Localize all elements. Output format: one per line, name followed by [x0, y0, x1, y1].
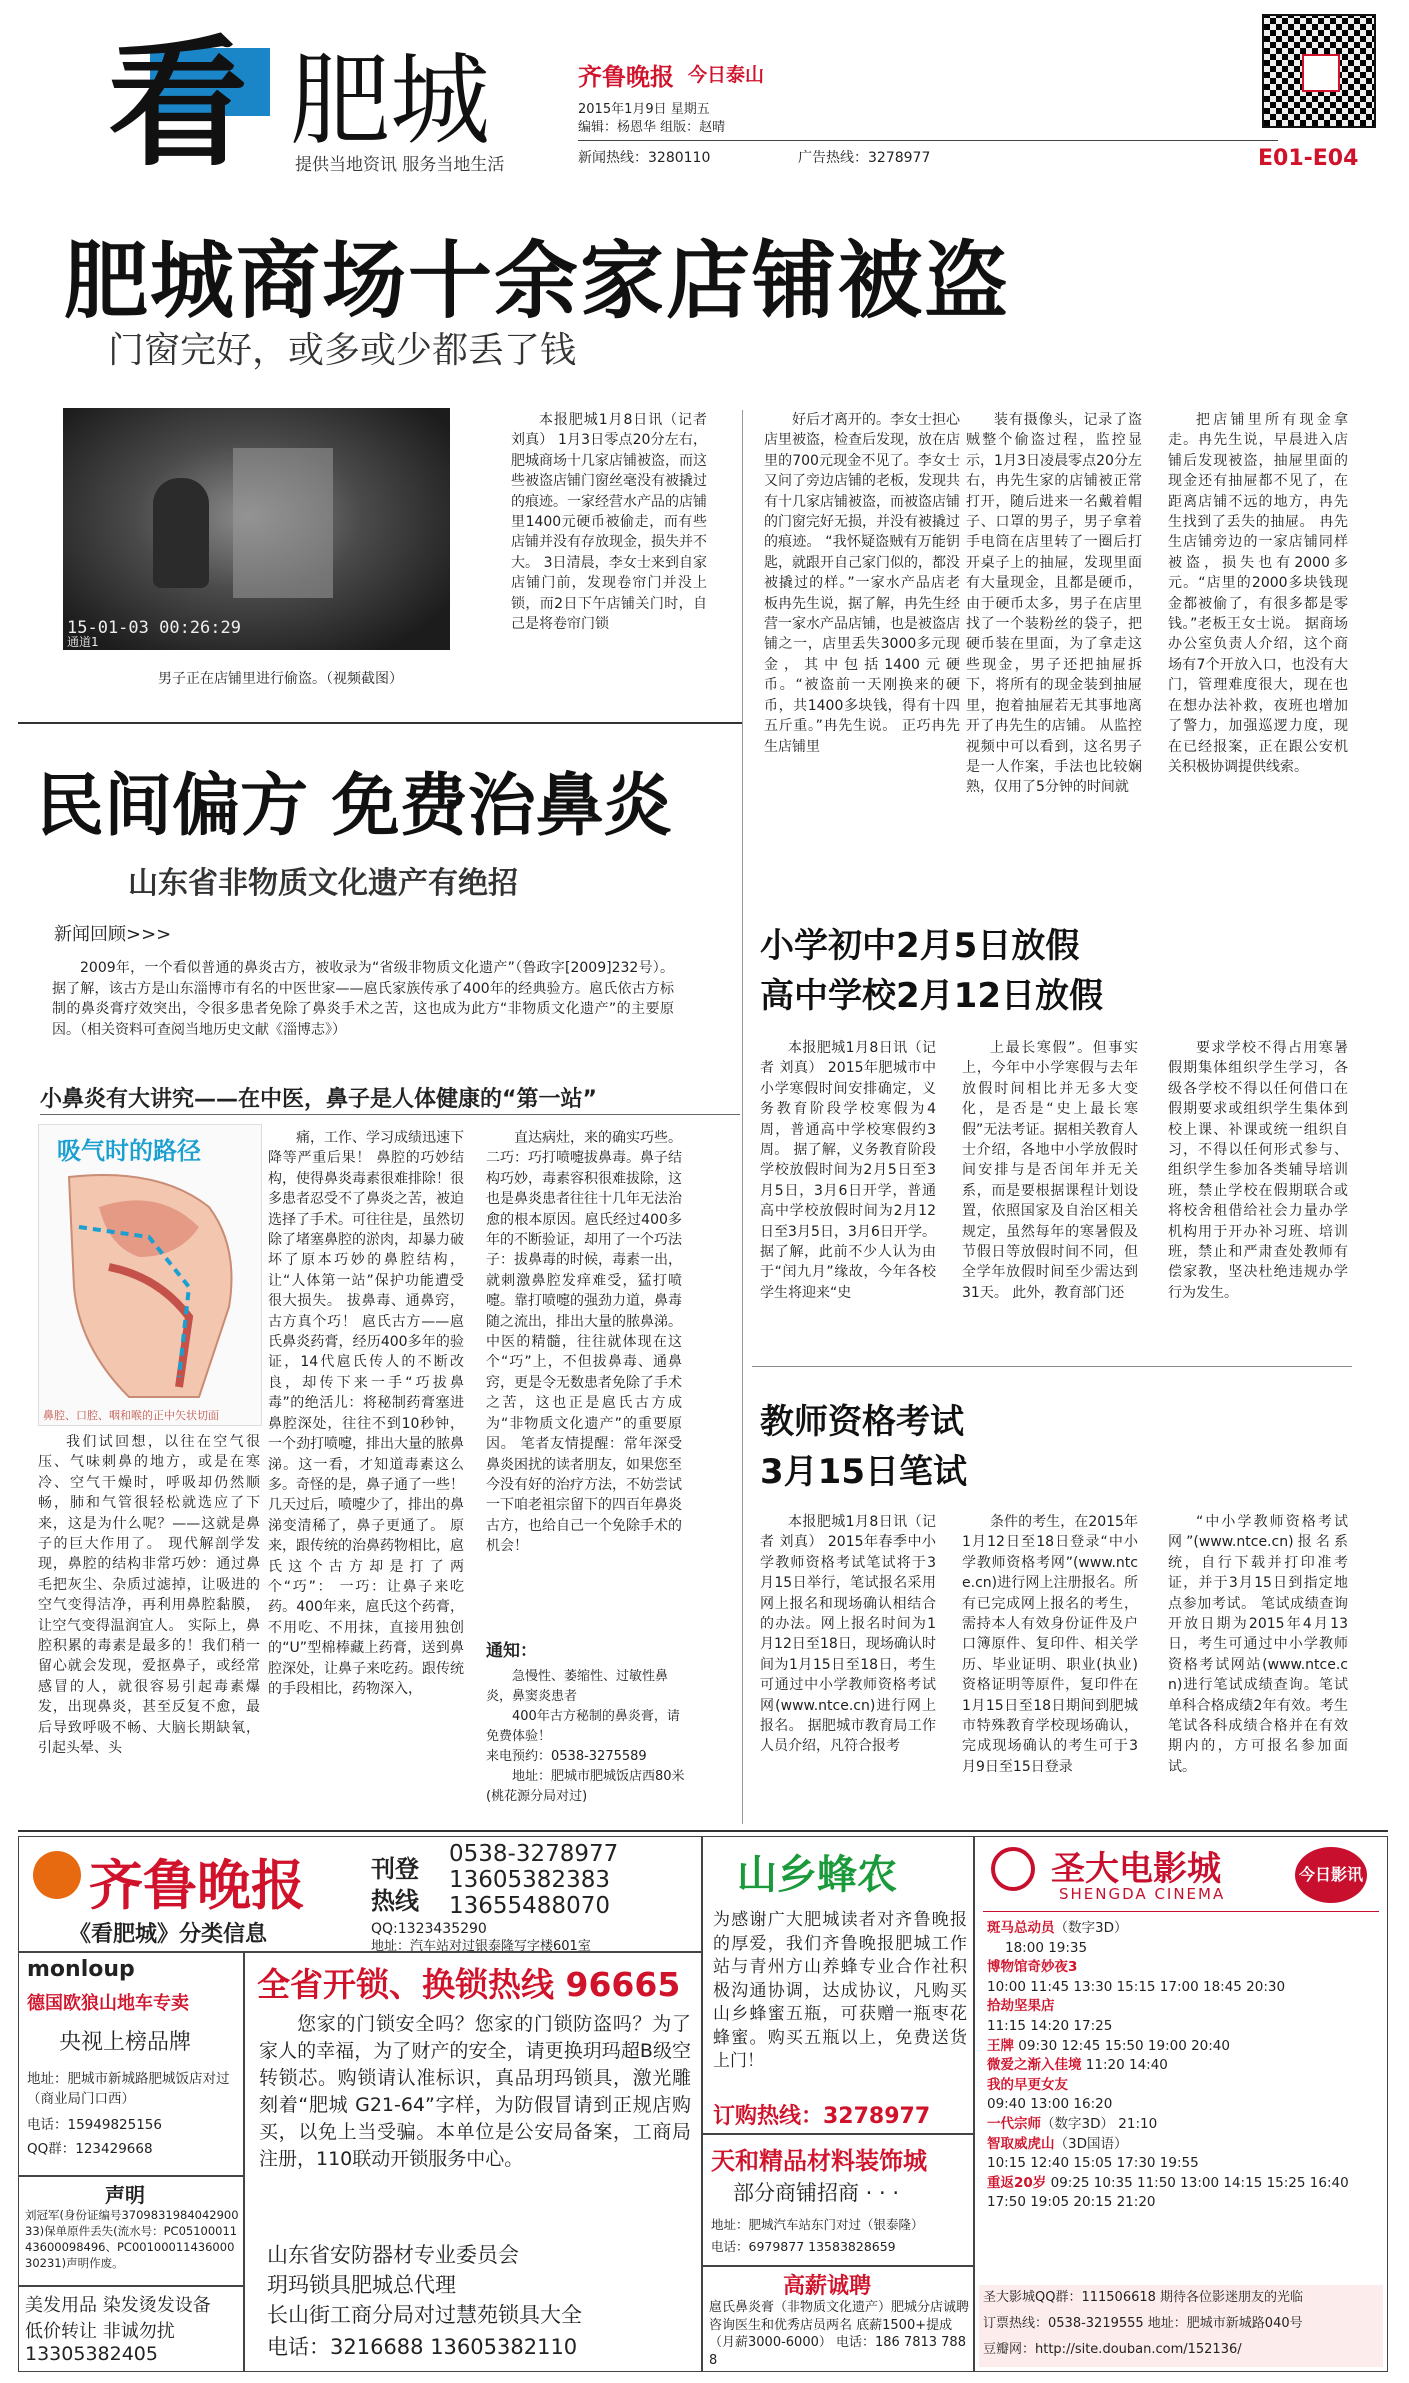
- section-head-rule: [40, 1114, 740, 1115]
- photo-figure: [153, 478, 209, 588]
- paper-brand: [578, 57, 674, 92]
- honey-body: 为感谢广大肥城读者对齐鲁晚报的厚爱，我们齐鲁晚报肥城工作站与青州方山养蜂专业合作社积极沟通协调，达成协议，凡购买山乡蜂蜜五瓶，可获赠一瓶枣花蜂蜜。购买五瓶以上，免费送货上门！: [713, 1910, 967, 2071]
- story1-photo-caption: 男子正在店铺里进行偷盗。（视频截图）: [158, 671, 403, 687]
- monloup-brand: monloup: [27, 1957, 135, 1982]
- story1-col4: 把店铺里所有现金拿走。冉先生说，早晨进入店铺后发现被盗，抽屉里面的现金还有抽屉都不见了，在距离店铺不远的地方，冉先生找到了丢失的抽屉。 冉先生店铺旁边的一家店铺同样被盗，损失也有2000多元。“店里的2000多块钱现金都被偷了，有很多都是零钱。”老板王女士说。 据商场办公室负责人介绍，这个商场有7个开放入口，也没有大门，管理难度很大，现在也在想办法补救，夜班也增加了警力，加强巡逻力度，现在已经报案，正在跟公安机关积极协调提供线索。: [1168, 412, 1348, 775]
- movie-row: [987, 2115, 1381, 2135]
- statement-body: 刘冠军(身份证编号370983198404290033)保单原件丢失(流水号：PC0510001143600098496、PC0010001143600030231)声明作废。: [25, 2208, 239, 2270]
- qilu-address: 地址：汽车站对过银泰隆写字楼601室: [371, 1939, 591, 1954]
- cinema-footer-3: 豆瓣网：http://site.douban.com/152136/: [983, 2342, 1242, 2357]
- cinema-footer-2: 订票热线：0538-3219555 地址：肥城市新城路040号: [983, 2316, 1303, 2331]
- cinema-logo-icon: [991, 1847, 1035, 1891]
- masthead-rule: [578, 140, 1278, 141]
- qilu-register-2: 热线: [371, 1887, 419, 1915]
- movie-row: [987, 2135, 1381, 2155]
- qr-code: [1262, 14, 1376, 128]
- notice-line: 来电预约：0538-3275589: [486, 1749, 647, 1764]
- beauty-line1: 美发用品 染发烫发设备: [25, 2295, 211, 2316]
- issue-editors: 编辑：杨恩华 组版：赵晴: [578, 120, 726, 135]
- notice-title: 通知：: [486, 1641, 537, 1661]
- cinema-footer: [979, 2285, 1383, 2367]
- monloup-qq: QQ群：123429668: [27, 2141, 153, 2157]
- notice-line: 急慢性、萎缩性、过敏性鼻炎，鼻窦炎患者: [486, 1669, 669, 1704]
- qilu-phone: 13655488070: [449, 1893, 610, 1919]
- section-name: 今日泰山: [688, 64, 765, 86]
- movie-note: （数字3D）: [1054, 1920, 1128, 1936]
- locksmith-body: 您家的门锁安全吗？您家的门锁防盗吗？为了家人的幸福，为了财产的安全，请更换玥玛超B级空转锁芯。购锁请认准标识，真品玥玛锁具，激光雕刻着“肥城 G21-64”字样，为防假冒请到正规店购买，以免上当受骗。本单位是公安局备案，工商局注册，110联动开锁服务中心。: [259, 2013, 691, 2170]
- news-hotline: 新闻热线：3280110: [578, 150, 711, 166]
- story3-col2: 上最长寒假”。但事实上，今年中小学寒假与去年放假时间相比并无多大变化，是否是“史上最长寒假”无法考证。据相关教育人士介绍，各地中小学放假时间安排与是否闰年并无关系，而是要根据课程计划设置，依照国家及自治区相关规定，虽然每年的寒暑假及节假日等放假时间不同，但全学年放假时间至少需达到31天。 此外，教育部门还: [962, 1040, 1138, 1301]
- issue-date: 2015年1月9日 星期五: [578, 102, 710, 117]
- qilu-phone: 13605382383: [449, 1867, 610, 1893]
- photo-timestamp: 15-01-03 00:26:29: [67, 618, 241, 638]
- masthead-kan: 看: [108, 22, 249, 186]
- movie-times: 18:00 19:35: [1005, 1939, 1088, 1956]
- qilu-brand: 齐鲁晚报: [89, 1853, 305, 1917]
- story1-col2: 好后才离开的。李女士担心店里被盗，检查后发现，放在店里的700元现金不见了。李女士又问了旁边店铺的老板，发现共有十几家店铺被盗，而被盗店铺的门窗完好无损，并没有被撬过的痕迹。 “我怀疑盗贼有万能钥匙，就跟开自己家门似的，都没被撬过的样。”一家水产品店老板冉先生说，据了解，冉先生经营一家水产品店铺，也是被盗店铺之一，店里丢失3000多元现金，其中包括1400元硬币。“被盗前一天刚换来的硬币，共1400多块钱，得有十四五斤重。”冉先生说。 正巧冉先生店铺里: [764, 412, 960, 755]
- qilu-classified: 《看肥城》分类信息: [69, 1922, 268, 1947]
- qilu-register-1: 刊登: [371, 1855, 419, 1883]
- movie-title: 智取威虎山: [987, 2135, 1055, 2152]
- movie-times: 10:00 11:45 13:30 15:15 17:00 18:45 20:30: [987, 1978, 1286, 1995]
- story4-col1: 本报肥城1月8日讯（记者 刘真） 2015年春季中小学教师资格考试笔试将于3月15日举行，笔试报名采用网上报名和现场确认相结合的办法。网上报名时间为1月12日至18日，现场确认时间为1月15日至18日，考生可通过中小学教师资格考试网(www.ntce.cn)进行网上报名。 据肥城市教育局工作人员介绍，凡符合报考: [760, 1514, 936, 1755]
- diagram-title: 吸气时的路径: [57, 1137, 201, 1165]
- story2-headline: 民间偏方 免费治鼻炎: [36, 766, 672, 846]
- decor-sub: 部分商铺招商 · · ·: [733, 2181, 900, 2205]
- decor-address: 地址：肥城汽车站东门对过（银泰隆）: [711, 2217, 924, 2232]
- cinema-schedule: [987, 1919, 1381, 2213]
- movie-times: 11:20 14:40: [1085, 2057, 1168, 2074]
- story2-col3: 直达病灶，来的确实巧些。 二巧：巧打喷嚏拔鼻毒。鼻子结构巧妙，毒素容积很难拔除，这也是鼻炎患者往往十几年无法治愈的根本原因。扈氏经过400多年的不断验证，却用了一个巧法子：拔鼻毒的时候，毒素一出，就刺激鼻腔发痒难受，猛打喷嚏。靠打喷嚏的强劲力道，鼻毒随之流出，排出大量的脓鼻涕。 中医的精髓，往往就体现在这个“巧”上，不但拔鼻毒、通鼻窍，更是令无数患者免除了手术之苦，这也正是扈氏古方成为“非物质文化遗产”的重要原因。 笔者友情提醒：常年深受鼻炎困扰的读者朋友，如果您至今没有好的治疗方法，不妨尝试一下咱老祖宗留下的四百年鼻炎古方，也给自己一个免除手术的机会！: [486, 1130, 682, 1555]
- beauty-phone: 13305382405: [25, 2343, 158, 2365]
- locksmith-org1: 山东省安防器材专业委员会: [267, 2243, 519, 2267]
- photo-channel: 通道1: [67, 635, 99, 649]
- locksmith-address: 长山街工商分局对过慧苑锁具大全: [267, 2303, 582, 2327]
- rule-center-v: [742, 740, 743, 1824]
- masthead-slogan: 提供当地资讯 服务当地生活: [295, 155, 505, 175]
- story1-subhead: 门窗完好，或多或少都丢了钱: [108, 330, 577, 371]
- movie-row: [987, 2037, 1381, 2057]
- movie-times: 21:10: [1118, 2115, 1158, 2132]
- story3-headline-1: 小学初中2月5日放假: [760, 926, 1080, 966]
- review-text: 2009年，一个看似普通的鼻炎古方，被收录为“省级非物质文化遗产”（鲁政字[2009]232号）。据了解，该古方是山东淄博市有名的中医世家——扈氏家族传承了400年的经典验方。扈氏依古方标制的鼻炎膏疗效突出，令很多患者免除了鼻炎手术之苦，这也成为此方“非物质文化遗产”的主要原因。（相关资料可查阅当地历史文献《淄博志》）: [52, 960, 674, 1038]
- monloup-phone: 电话：15949825156: [27, 2117, 162, 2133]
- movie-title: 王牌: [987, 2037, 1014, 2054]
- qilu-qq: QQ:1323435290: [371, 1921, 487, 1937]
- ad-cinema: [974, 1836, 1388, 2372]
- movie-row: [987, 1919, 1381, 1939]
- story4-headline-1: 教师资格考试: [760, 1402, 964, 1442]
- story3-col1: 本报肥城1月8日讯（记者 刘真） 2015年肥城市中小学寒假时间安排确定，义务教育阶段学校寒假为4周，普通高中学校寒假约3周。 据了解，义务教育阶段学校放假时间为2月5日至3月5日，3月6日开学，普通高中学校放假时间为2月12日至3月5日，3月6日开学。 据了解，此前不少人认为由于“闰九月”缘故，今年各校学生将迎来“史: [760, 1040, 936, 1301]
- movie-title: 斑马总动员: [987, 1920, 1055, 1936]
- honey-hotline: 订购热线：3278977: [713, 2104, 931, 2129]
- cinema-footer-1: 圣大影城QQ群：111506618 期待各位影迷朋友的光临: [983, 2290, 1304, 2305]
- locksmith-org2: 玥玛锁具肥城总代理: [267, 2273, 456, 2297]
- review-label: 新闻回顾>>>: [54, 924, 172, 945]
- ad-qilu: [18, 1836, 702, 1952]
- cinema-brand-en: SHENGDA CINEMA: [1059, 1885, 1226, 1903]
- story2-col1: 我们试回想，以往在空气很压、气味刺鼻的地方，或是在寒冷、空气干燥时，呼吸却仍然顺畅，肺和气管很轻松就选应了下来，这是为什么呢？——这就是鼻子的巨大作用了。 现代解剖学发现，鼻腔的结构非常巧妙：通过鼻毛把灰尘、杂质过滤掉，让吸进的空气变得洁净，再利用鼻腔黏膜，让空气变得温润宜人。 实际上，鼻腔积累的毒素是最多的！我们稍一留心就会发现，爱抠鼻子，或经常感冒的人，就很容易引起毒素爆发，出现鼻炎，甚至反复不愈，最后导致呼吸不畅、大脑长期缺氧，引起头晕、头: [38, 1434, 260, 1757]
- ad-honey: [702, 1836, 974, 2134]
- decor-title: 天和精品材料装饰城: [711, 2147, 927, 2175]
- ad-decor: [702, 2134, 974, 2266]
- movie-times: 10:15 12:40 15:05 17:30 19:55: [987, 2155, 1199, 2172]
- monloup-line2: 央视上榜品牌: [59, 2030, 192, 2055]
- story2-subhead: 山东省非物质文化遗产有绝招: [128, 866, 518, 901]
- story1-photo: [63, 408, 450, 650]
- movie-title: 一代宗师: [987, 2115, 1041, 2132]
- decor-phone: 电话：6979877 13583828659: [711, 2239, 896, 2254]
- movie-times: 09:30 12:45 15:50 19:00 20:40: [1018, 2037, 1230, 2054]
- ad-hotline: 广告热线：3278977: [798, 150, 931, 166]
- story2-section-head: 小鼻炎有大讲究——在中医，鼻子是人体健康的“第一站”: [40, 1087, 597, 1112]
- movie-row: [987, 1958, 1381, 1978]
- movie-times: 11:15 14:20 17:25: [987, 2017, 1113, 2034]
- photo-shelf: [233, 448, 333, 598]
- rule-story1-under: [18, 722, 742, 724]
- hiring-body: 扈氏鼻炎膏（非物质文化遗产）肥城分店诚聘咨询医生和优秀店员两名 底薪1500+提成（月薪3000-6000） 电话：186 7813 7888: [709, 2300, 970, 2368]
- ad-locksmith: [244, 1952, 702, 2372]
- movie-row: [987, 2056, 1381, 2076]
- paper-brand-text: 齐鲁晚报: [578, 62, 674, 91]
- movie-title: 微爱之渐入佳境: [987, 2057, 1082, 2074]
- locksmith-headline: 全省开锁、换锁热线 96665: [257, 1965, 681, 2004]
- ad-statement: [18, 2176, 244, 2286]
- ad-beauty: [18, 2286, 244, 2372]
- nose-diagram: [38, 1124, 262, 1426]
- diagram-caption: 鼻腔、口腔、咽和喉的正中矢状切面: [43, 1409, 219, 1422]
- monloup-line1: 德国欧狼山地车专卖: [27, 1993, 189, 2014]
- page-range: E01-E04: [1258, 146, 1359, 171]
- diagram-illustration: [39, 1167, 261, 1405]
- movie-title: 我的早更女友: [987, 2076, 1068, 2093]
- qr-center: [1302, 54, 1340, 92]
- notice-line: 地址：肥城市肥城饭店西80米(桃花源分局对过): [486, 1769, 685, 1804]
- statement-title: 声明: [105, 2183, 145, 2207]
- qilu-phone: 0538-3278977: [449, 1841, 619, 1867]
- movie-row: [987, 2076, 1381, 2096]
- monloup-address: 地址：肥城市新城路肥城饭店对过（商业局门口西）: [27, 2071, 230, 2107]
- story4-headline-2: 3月15日笔试: [760, 1452, 967, 1492]
- hiring-title: 高薪诚聘: [783, 2274, 872, 2299]
- locksmith-phones: 电话：3216688 13605382110: [267, 2335, 578, 2359]
- movie-title: 重返20岁: [987, 2174, 1047, 2191]
- movie-note: （数字3D）: [1041, 2115, 1114, 2132]
- notice-block: [486, 1636, 686, 1822]
- story3-col3: 要求学校不得占用寒暑假期集体组织学生学习，各级各学校不得以任何借口在假期要求或组织学生集体到校上课、补课或统一组织自习，不得以任何形式参与、组织学生参加各类辅导培训班，禁止学校在假期联合或将校舍租借给社会力量办学机构用于开办补习班、培训班，禁止和严肃查处教师有偿家教，坚决杜绝违规办学行为发生。: [1168, 1040, 1348, 1301]
- masthead-name: 肥城: [290, 42, 490, 159]
- honey-brand: 山乡蜂农: [737, 1851, 897, 1898]
- movie-times: 09:25 10:35 11:50 13:00 14:15 15:25 16:40 17:50 19:05 20:15 21:20: [987, 2174, 1349, 2211]
- beauty-line2: 低价转让 非诚勿扰: [25, 2321, 175, 2342]
- movie-note: （3D国语）: [1054, 2135, 1128, 2152]
- cinema-tag: 今日影讯: [1295, 1847, 1367, 1903]
- rule-story3-under: [752, 1366, 1352, 1367]
- story4-col2: 条件的考生，在2015年1月12日至18日登录“中小学教师资格考网”(www.ntce.cn)进行网上注册报名。所有已完成网上报名的考生，需持本人有效身份证件及户口簿原件、复印件、相关学历、毕业证明、职业(执业)资格证明等原件，复印件在1月15日至18日期间到肥城市特殊教育学校现场确认，完成现场确认的考生可于3月9日至15日登录: [962, 1514, 1138, 1775]
- qilu-logo-icon: [33, 1851, 81, 1899]
- story2-col2: 痛，工作、学习成绩迅速下降等严重后果！ 鼻腔的巧妙结构，使得鼻炎毒素很难排除！很多患者忍受不了鼻炎之苦，被迫选择了手术。可往往是，虽然切除了堵塞鼻腔的淤肉，却暴力破坏了原本巧妙的鼻腔结构，让“人体第一站”保护功能遭受很大损失。 拔鼻毒、通鼻窍，古方真个巧！ 扈氏古方——扈氏鼻炎药膏，经历400多年的验证，14代扈氏传人的不断改良，却传下来一手“巧拔鼻毒”的绝活儿：将秘制药膏塞进鼻腔深处，往往不到10秒钟，一个劲打喷嚏，排出大量的脓鼻涕。这一看，才知道毒素这么多。奇怪的是，鼻子通了一些！几天过后，喷嚏少了，排出的鼻涕变清稀了，鼻子更通了。 原来，跟传统的治鼻药物相比，扈氏这个古方却是打了两个“巧”： 一巧：让鼻子来吃药。400年来，扈氏这个药膏，不用吃、不用抹，直接用独创的“U”型棉棒藏上药膏，送到鼻腔深处，让鼻子来吃药。跟传统的手段相比，药物深入，: [268, 1130, 464, 1697]
- movie-title: 拾劫坚果店: [987, 1998, 1055, 2015]
- movie-row: [987, 2174, 1381, 2213]
- story1-col3: 装有摄像头，记录了盗贼整个偷盗过程，监控显示，1月3日凌晨零点20分左右，冉先生家的店铺被正常打开，随后进来一名戴着帽子、口罩的男子，男子拿着手电筒在店里转了一圈后打开桌子上的抽屉，发现里面有大量现金，且都是硬币，由于硬币太多，男子在店里找了一个装粉丝的袋子，把硬币装在里面，为了拿走这些现金，男子还把抽屉拆下，将所有的现金装到抽屉里，抱着抽屉若无其事地离开了冉先生的店铺。 从监控视频中可以看到，这名男子是一人作案，手法也比较娴熟，仅用了5分钟的时间就: [966, 412, 1142, 796]
- movie-times: 09:40 13:00 16:20: [987, 2096, 1113, 2113]
- movie-row: [987, 1997, 1381, 2017]
- cinema-brand: 圣大电影城: [1051, 1849, 1221, 1889]
- story3-headline-2: 高中学校2月12日放假: [760, 976, 1103, 1016]
- story1-headline: 肥城商场十余家店铺被盗: [64, 232, 1011, 330]
- story4-col3: “中小学教师资格考试网”(www.ntce.cn)报名系统，自行下载并打印准考证，并于3月15日到指定地点参加考试。 笔试成绩查询开放日期为2015年4月13日，考生可通过中小学教师资格考试网站(www.ntce.cn)进行笔试成绩查询。笔试单科合格成绩2年有效。考生笔试各科成绩合格并在有效期内的，方可报名参加面试。: [1168, 1514, 1348, 1775]
- rule-ads-top: [18, 1830, 1388, 1832]
- ad-hiring: [702, 2266, 974, 2372]
- notice-line: 400年古方秘制的鼻炎膏，请免费体验！: [486, 1709, 680, 1744]
- movie-title: 博物馆奇妙夜3: [987, 1959, 1078, 1976]
- story1-col1: 本报肥城1月8日讯（记者 刘真） 1月3日零点20分左右，肥城商场十几家店铺被盗，而这些被盗店铺门窗丝毫没有被撬过的痕迹。一家经营水产品的店铺里1400元硬币被偷走，而有些店铺并没有存放现金，损失并不大。 3日清晨，李女士来到自家店铺门前，发现卷帘门并没上锁，而2日下午店铺关门时，自己是将卷帘门锁: [511, 412, 707, 633]
- cinema-rule: [983, 1911, 1379, 1912]
- ad-monloup: [18, 1952, 244, 2176]
